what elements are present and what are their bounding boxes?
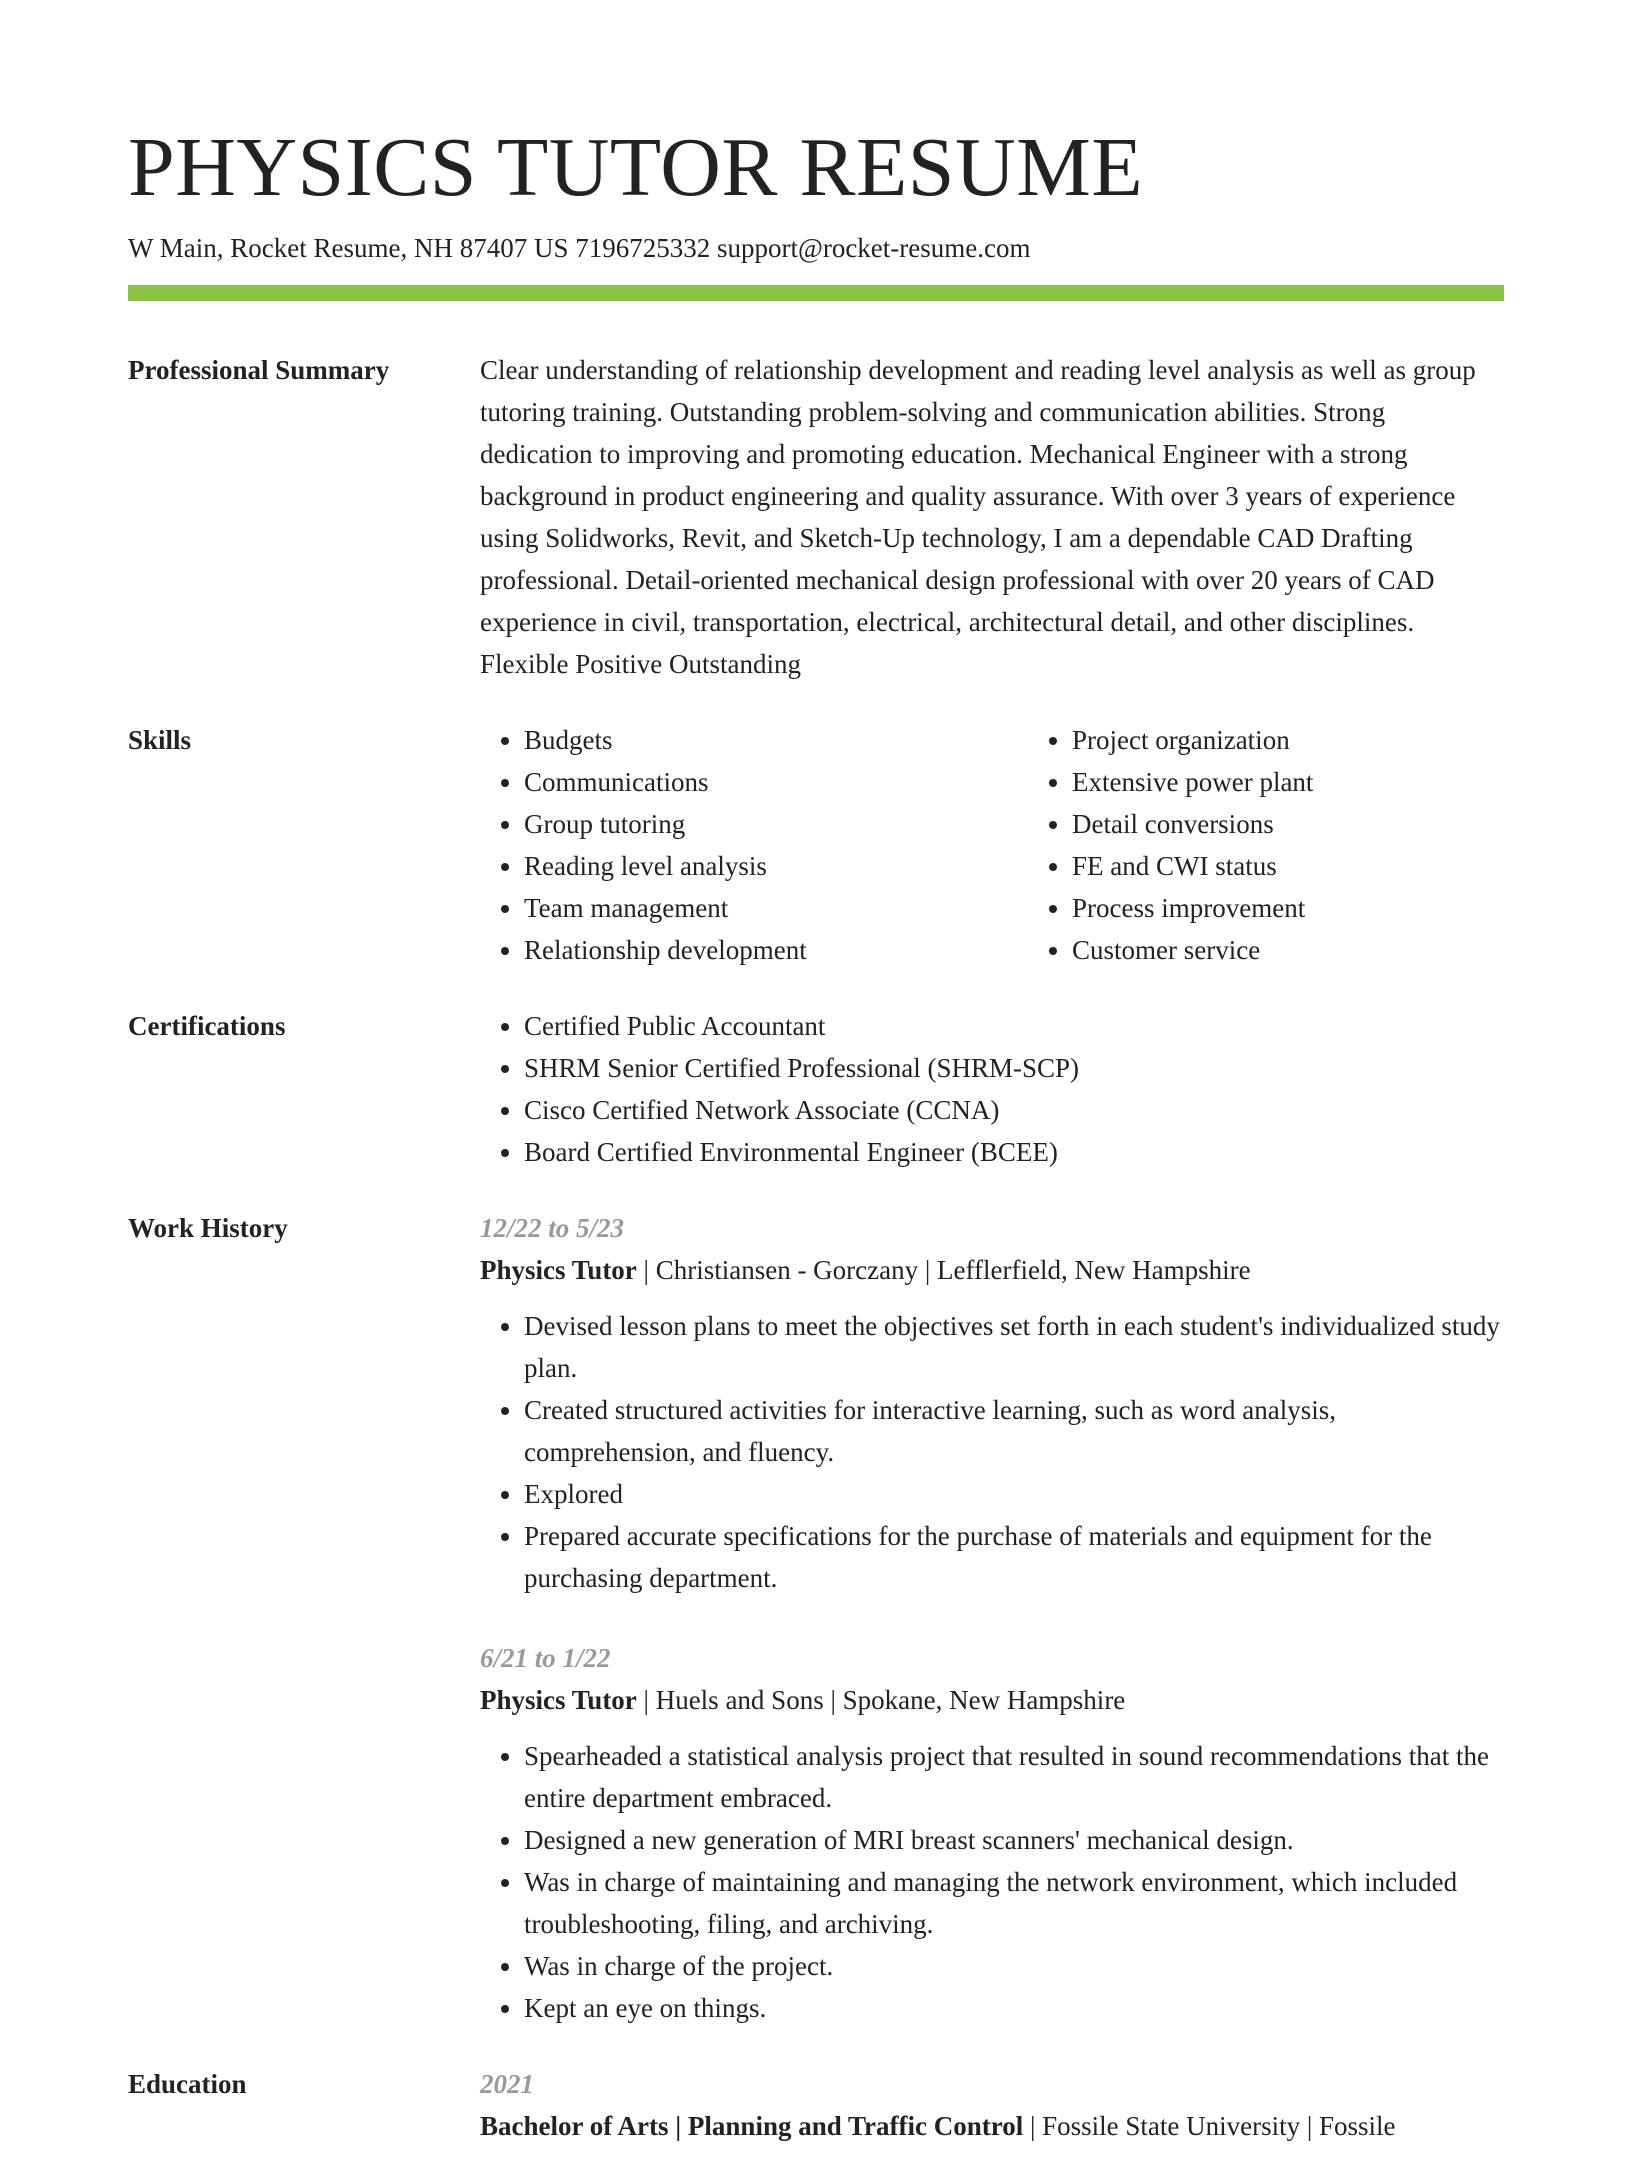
job-entry xyxy=(480,1637,1504,2029)
resume-sections xyxy=(128,349,1504,2181)
job-bullet: • Kept an eye on things. xyxy=(524,1987,1504,2029)
skill-item: • Detail conversions xyxy=(1072,803,1576,845)
skill-item: • Process improvement xyxy=(1072,887,1576,929)
job-entry xyxy=(480,1207,1504,1599)
education-year: 2021 xyxy=(480,2069,534,2099)
summary-section xyxy=(128,349,1504,685)
job-bullet: • Spearheaded a statistical analysis project that resulted in sound recommendations that the entire department embraced. xyxy=(524,1735,1504,1819)
job-bullets xyxy=(480,1735,1504,2029)
job-bullet: • Was in charge of maintaining and managing the network environment, which included troubleshooting, filing, and archiving. xyxy=(524,1861,1504,1945)
education-section xyxy=(128,2063,1504,2147)
skill-item: • Extensive power plant xyxy=(1072,761,1576,803)
job-bullets xyxy=(480,1305,1504,1599)
skill-item: • Team management xyxy=(524,887,1028,929)
summary-text: Clear understanding of relationship development and reading level analysis as well as group tutoring training. Outstanding problem-solving and communication abilities. Strong dedication to improving and promoting education. Mechanical Engineer with a strong background in product engineering and quality assurance. With over 3 years of experience using Solidworks, Revit, and Sketch-Up technology, I am a dependable CAD Drafting professional. Detail-oriented mechanical design professional with over 20 years of CAD experience in civil, transportation, electrical, architectural detail, and other disciplines. Flexible Positive Outstanding xyxy=(480,355,1476,679)
job-bullet: • Devised lesson plans to meet the objectives set forth in each student's individualized study plan. xyxy=(524,1305,1504,1389)
job-details: | Huels and Sons | Spokane, New Hampshire xyxy=(636,1685,1126,1715)
skill-item: • Communications xyxy=(524,761,1028,803)
skill-item: • Relationship development xyxy=(524,929,1028,971)
skill-item: • Customer service xyxy=(1072,929,1576,971)
education-details: | Fossile State University | Fossile xyxy=(1023,2111,1396,2141)
education-degree: Bachelor of Arts | Planning and Traffic Control xyxy=(480,2111,1024,2141)
skills-list-right xyxy=(1028,719,1576,971)
job-bullet: • Was in charge of the project. xyxy=(524,1945,1504,1987)
section-label-work-history: Work History xyxy=(128,1213,288,1243)
section-label-education: Education xyxy=(128,2069,247,2099)
skills-section xyxy=(128,719,1504,971)
section-label-summary: Professional Summary xyxy=(128,355,390,385)
job-title: Physics Tutor xyxy=(480,1685,637,1715)
skill-item: • Reading level analysis xyxy=(524,845,1028,887)
job-bullet: • Designed a new generation of MRI breast scanners' mechanical design. xyxy=(524,1819,1504,1861)
skill-item: • Budgets xyxy=(524,719,1028,761)
job-bullet: • Created structured activities for interactive learning, such as word analysis, comprehension, and fluency. xyxy=(524,1389,1504,1473)
job-dates: 6/21 to 1/22 xyxy=(480,1643,611,1673)
certification-item: • Board Certified Environmental Engineer (BCEE) xyxy=(524,1131,1504,1173)
certification-item: • Cisco Certified Network Associate (CCNA) xyxy=(524,1089,1504,1131)
section-label-certifications: Certifications xyxy=(128,1011,286,1041)
header-divider xyxy=(128,285,1504,301)
certifications-list xyxy=(480,1005,1504,1173)
contact-info: W Main, Rocket Resume, NH 87407 US 7196725332 support@rocket-resume.com xyxy=(128,233,1031,263)
section-label-skills: Skills xyxy=(128,725,192,755)
job-title: Physics Tutor xyxy=(480,1255,637,1285)
job-heading xyxy=(480,1679,1504,1721)
skill-item: • FE and CWI status xyxy=(1072,845,1576,887)
job-dates: 12/22 to 5/23 xyxy=(480,1213,625,1243)
certifications-section xyxy=(128,1005,1504,1173)
skill-item: • Project organization xyxy=(1072,719,1576,761)
certification-item: • SHRM Senior Certified Professional (SHRM-SCP) xyxy=(524,1047,1504,1089)
certification-item: • Certified Public Accountant xyxy=(524,1005,1504,1047)
skill-item: • Group tutoring xyxy=(524,803,1028,845)
skills-list-left xyxy=(480,719,1028,971)
job-details: | Christiansen - Gorczany | Lefflerfield, New Hampshire xyxy=(636,1255,1251,1285)
resume-title: PHYSICS TUTOR RESUME xyxy=(128,121,1144,214)
work-history-section xyxy=(128,1207,1504,2029)
job-heading xyxy=(480,1249,1504,1291)
job-bullet: • Prepared accurate specifications for the purchase of materials and equipment for the purchasing department. xyxy=(524,1515,1504,1599)
education-heading xyxy=(480,2105,1504,2147)
job-bullet: • Explored xyxy=(524,1473,1504,1515)
